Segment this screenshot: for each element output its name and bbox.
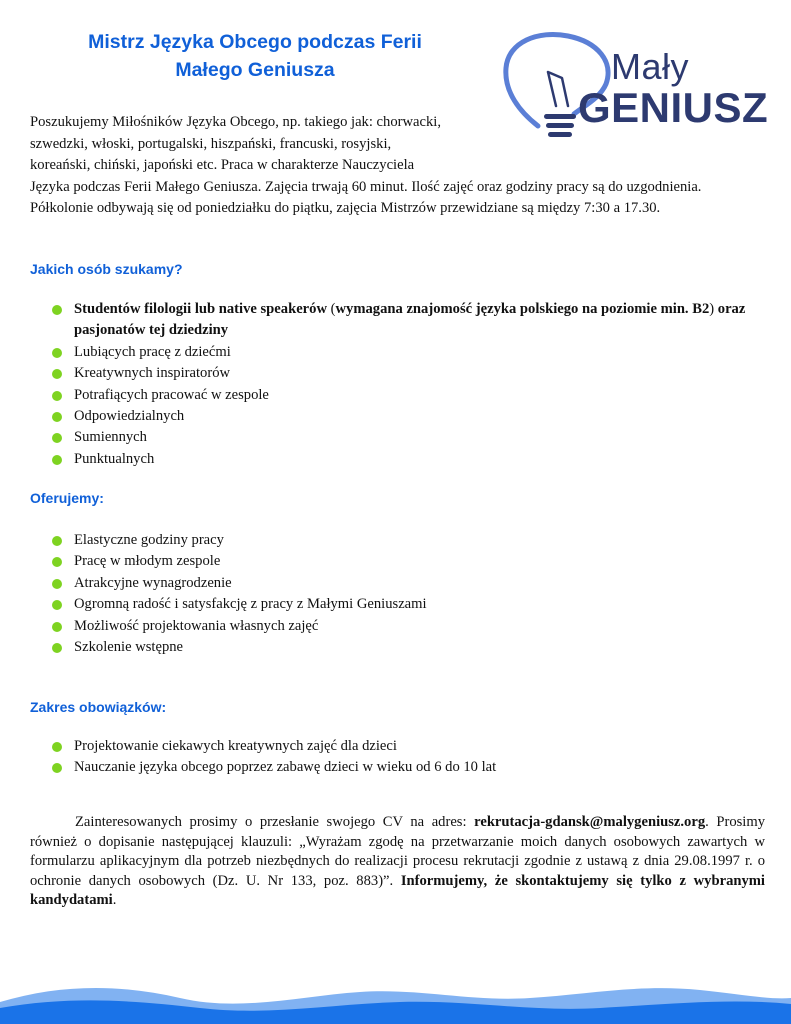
list-item-text: Lubiących pracę z dziećmi (74, 343, 231, 360)
footer-wave-decoration (0, 974, 791, 1024)
bullet-icon (52, 643, 62, 653)
list-item-text: Elastyczne godziny pracy (74, 532, 224, 548)
bullet-icon (52, 305, 62, 315)
req-text-bold-1: Studentów filologii lub native speakerów (74, 301, 327, 317)
list-item-text: Pracę w młodym zespole (74, 553, 221, 570)
bullet-icon (52, 557, 62, 567)
list-item-text: Atrakcyjne wynagrodzenie (74, 574, 232, 591)
list-item-text: Ogromną radość i satysfakcję z pracy z Małymi Geniuszami (74, 596, 427, 613)
list-item (50, 637, 755, 658)
bullet-icon (52, 763, 62, 773)
heading-who-we-seek: Jakich osób szukamy? (30, 261, 183, 277)
req-text-bold-3: oraz pasjonatów tej dziedziny (74, 301, 746, 339)
list-item-text: Możliwość projektowania własnych zajęć (74, 617, 319, 634)
logo-word-maly: Mały (611, 46, 690, 87)
list-item (50, 406, 755, 427)
req-text-paren-open: ( (326, 301, 336, 317)
offer-list (50, 530, 755, 658)
list-item-text: Kreatywnych inspiratorów (74, 365, 231, 382)
intro-line-3: koreański, chiński, japoński etc. Praca w charakterze Nauczyciela (30, 157, 415, 174)
heading-we-offer: Oferujemy: (30, 490, 104, 506)
contact-text-2: . Prosimy również o dopisanie następującej klauzuli: „Wyrażam zgodę na przetwarzanie moich danych osobowych zawartych w formularzu aplikacyjnym dla potrzeb niezbędnych do realizacji procesu rekrutacji zgodnie z ustawą z dnia 29.08.1997 r. o ochronie danych osobowych (Dz. U. Nr 133, poz. 883)”. (30, 814, 766, 889)
responsibilities-list (50, 736, 755, 779)
list-item (50, 736, 755, 757)
list-item (50, 385, 755, 406)
list-item (50, 616, 755, 637)
list-item (50, 530, 755, 551)
bullet-icon (52, 348, 62, 358)
list-item-text: Nauczanie języka obcego poprzez zabawę dzieci w wieku od 6 do 10 lat (74, 759, 497, 776)
intro-line-2: szwedzki, włoski, portugalski, hiszpański, francuski, rosyjski, (30, 135, 392, 152)
list-item-text: Szkolenie wstępne (74, 639, 184, 656)
list-item (50, 363, 755, 384)
req-text-paren-close: ) (709, 301, 718, 317)
requirements-list (50, 299, 755, 470)
contact-paragraph (30, 813, 765, 911)
intro-rest: Języka podczas Ferii Małego Geniusza. Zajęcia trwają 60 minut. Ilość zajęć oraz godziny pracy są do uzgodnienia. Półkolonie odbywają się od poniedziałku do piątku, zajęcia Mistrzów przewidziane są między 7:30 a 17.30. (30, 178, 702, 217)
list-item (50, 573, 755, 594)
bullet-icon (52, 369, 62, 379)
bullet-icon (52, 536, 62, 546)
contact-text-1: Zainteresowanych prosimy o przesłanie swojego CV na adres: (75, 814, 475, 830)
list-item-text: Projektowanie ciekawych kreatywnych zajęć dla dzieci (74, 738, 397, 754)
intro-line-1: Poszukujemy Miłośników Języka Obcego, np. takiego jak: chorwacki, (30, 114, 441, 130)
heading-responsibilities: Zakres obowiązków: (30, 699, 167, 715)
list-item (50, 449, 755, 470)
bullet-icon (52, 600, 62, 610)
title-line-1: Mistrz Języka Obcego podczas Ferii (88, 31, 422, 53)
list-item-text: Odpowiedzialnych (74, 408, 185, 425)
bullet-icon (52, 579, 62, 589)
bullet-icon (52, 433, 62, 443)
list-item (50, 427, 755, 448)
bullet-icon (52, 391, 62, 401)
list-item-text: Punktualnych (74, 450, 155, 467)
contact-email[interactable]: rekrutacja-gdansk@malygeniusz.org (474, 814, 706, 830)
intro-paragraph (30, 112, 745, 220)
bullet-icon (52, 455, 62, 465)
contact-bold-note: Informujemy, że skontaktujemy się tylko z wybranymi kandydatami (30, 872, 765, 908)
bullet-icon (52, 742, 62, 752)
req-text-bold-2: wymagana znajomość języka polskiego na poziomie min. B2 (335, 301, 710, 317)
list-item (50, 299, 755, 342)
list-item (50, 551, 755, 572)
bullet-icon (52, 412, 62, 422)
list-item-text: Sumiennych (74, 429, 147, 446)
page-title (30, 28, 480, 84)
logo-word-geniusz: GENIUSZ (578, 84, 769, 131)
bullet-icon (52, 622, 62, 632)
contact-period: . (112, 892, 117, 908)
list-item-text: Potrafiących pracować w zespole (74, 386, 269, 403)
list-item (50, 594, 755, 615)
title-line-2: Małego Geniusza (175, 59, 335, 81)
list-item (50, 757, 755, 778)
list-item (50, 342, 755, 363)
